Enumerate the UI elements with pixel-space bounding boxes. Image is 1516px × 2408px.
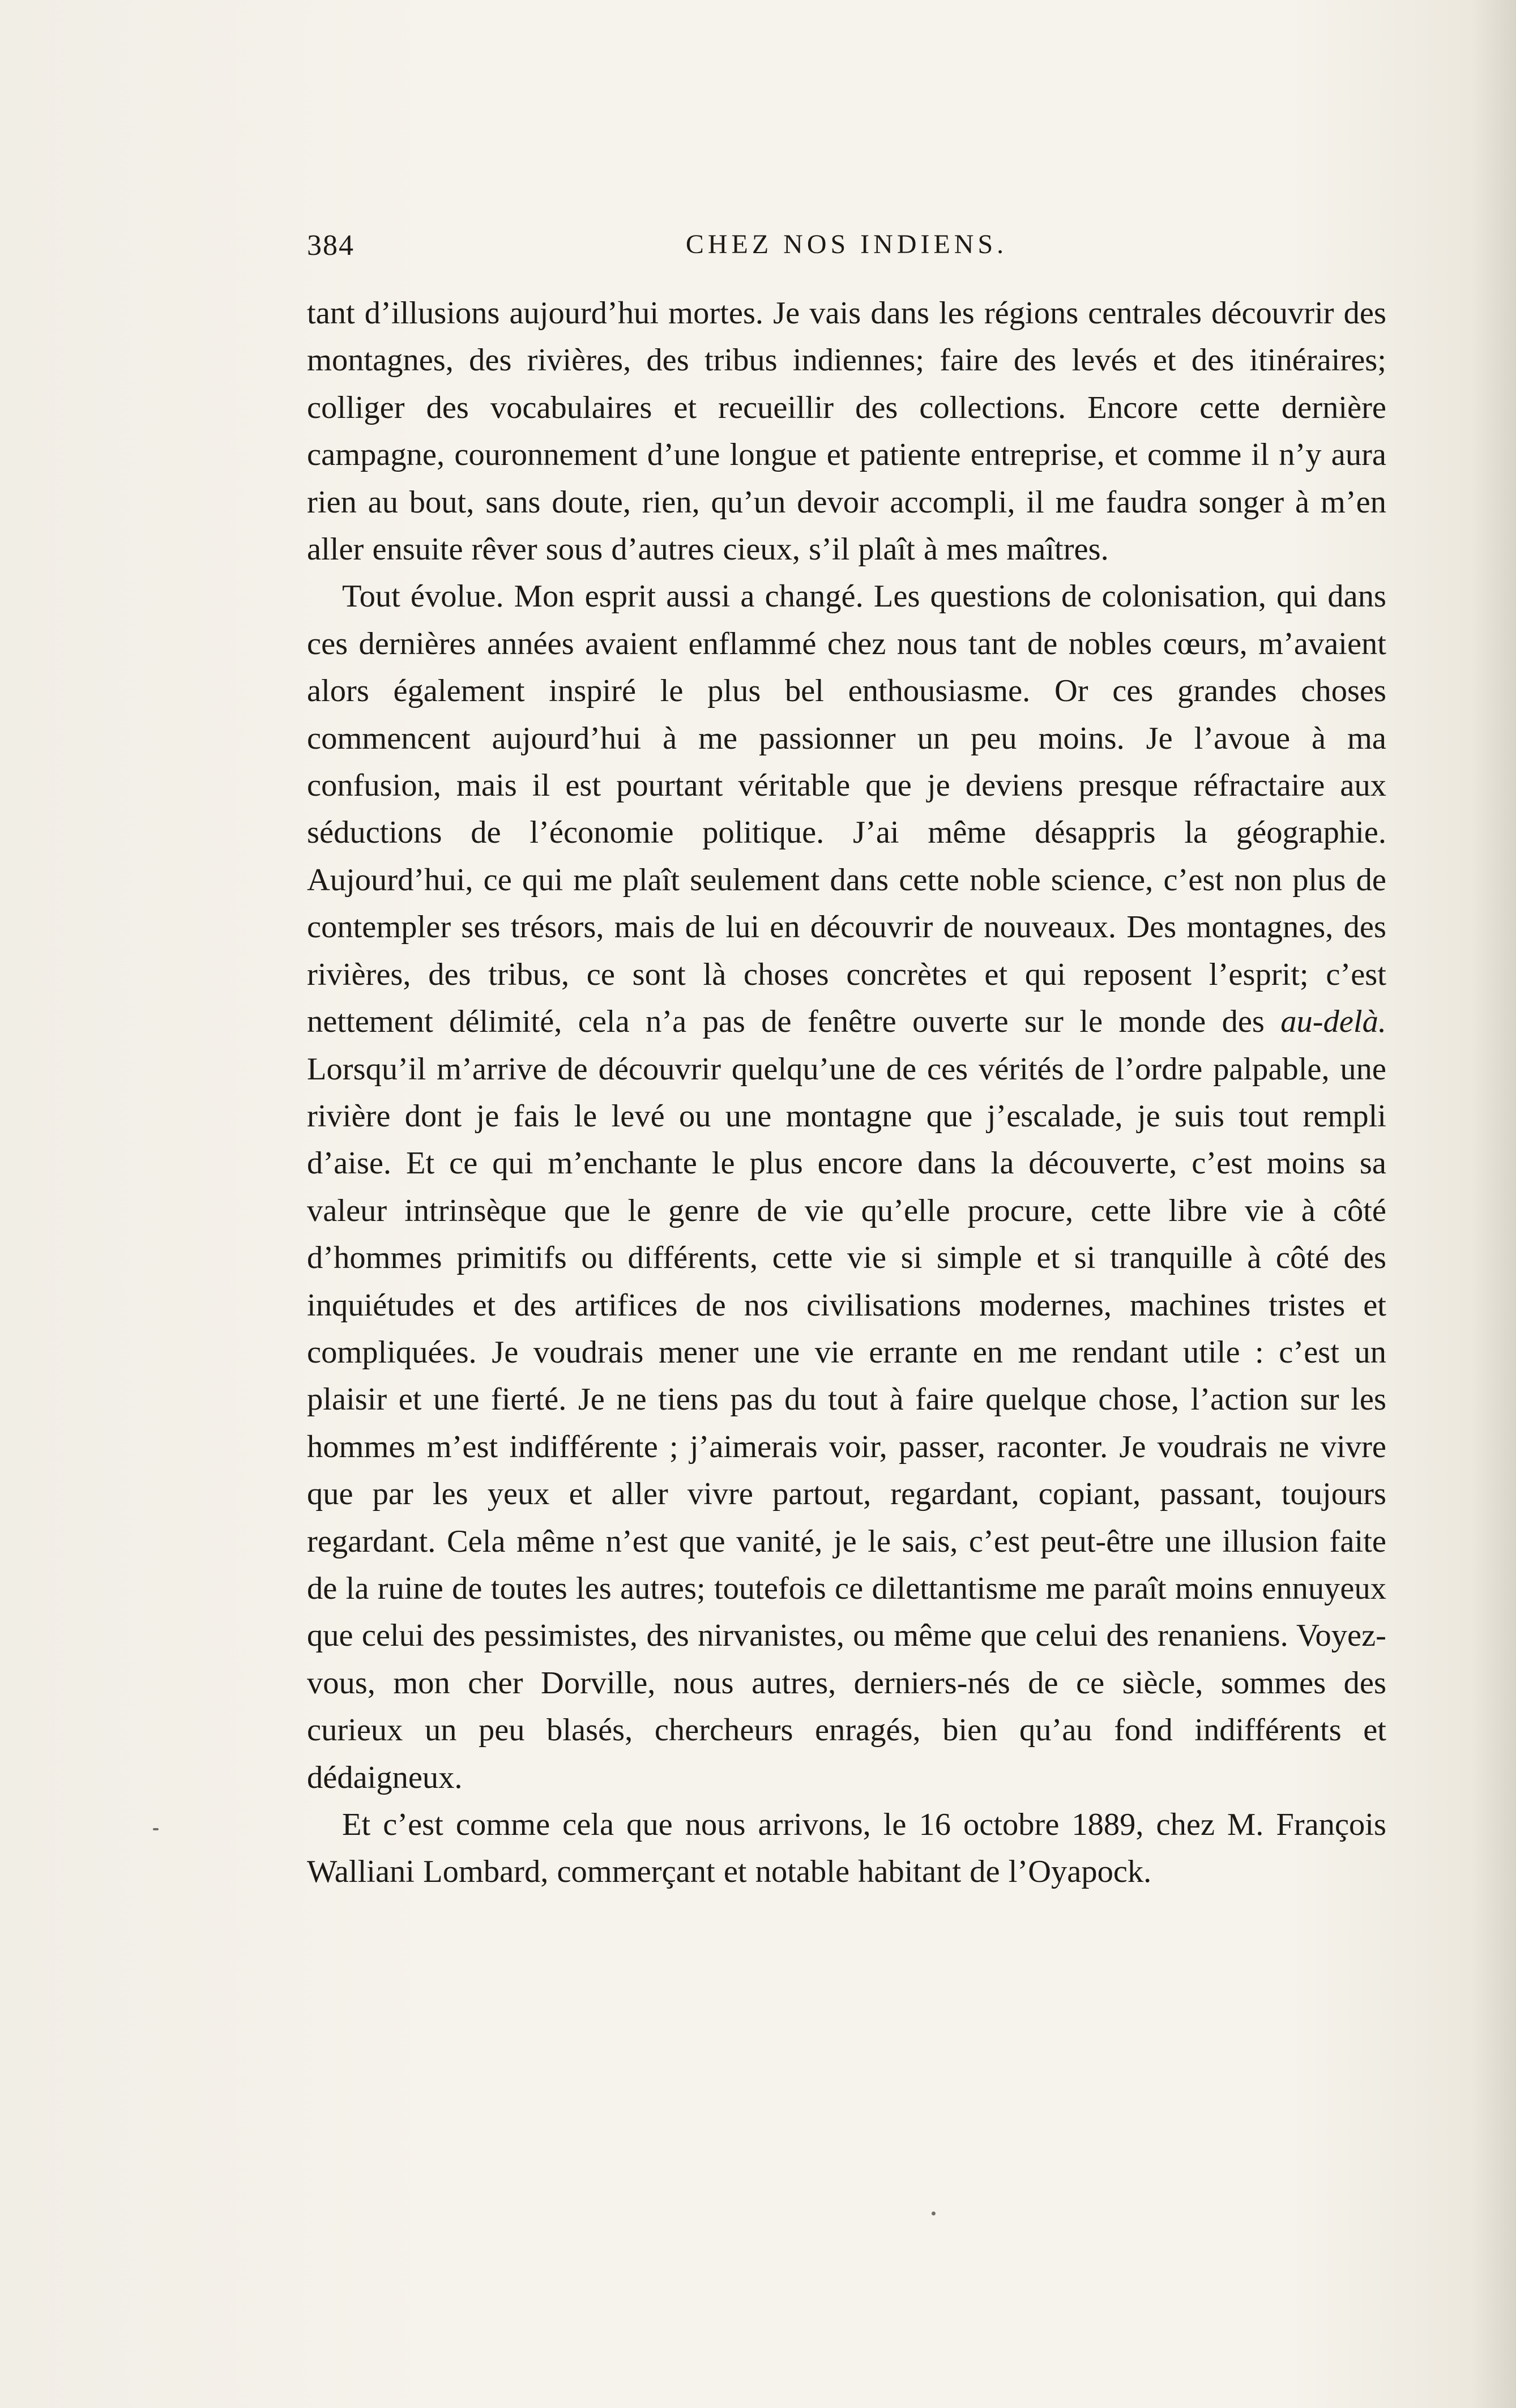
ink-speck (932, 2211, 936, 2215)
running-title: CHEZ NOS INDIENS. (685, 229, 1008, 259)
running-head (307, 229, 1386, 268)
page-number: 384 (307, 229, 355, 262)
paragraph-2-text-start: Tout évolue. Mon esprit aussi a changé. Les questions de colonisation, qui dans ces dernières années avaient enflammé chez nous tant de nobles cœurs, m’avaient alors également inspiré le plus bel enthousiasme. Or ces grandes choses commencent aujourd’hui à me passionner un peu moins. Je l’avoue à ma confusion, mais il est pourtant véritable que je deviens presque réfractaire aux séductions de l’économie politique. J’ai même désappris la géographie. Aujourd’hui, ce qui me plaît seulement dans cette noble science, c’est non plus de contempler ses trésors, mais de lui en découvrir de nouveaux. Des montagnes, des rivières, des tribus, ce sont là choses concrètes et qui reposent l’esprit; c’est nettement délimité, cela n’a pas de fenêtre ouverte sur le monde des (307, 579, 1386, 1040)
ink-speck (153, 1828, 159, 1830)
body-text (307, 290, 1386, 1896)
italic-term: au-delà. (1280, 1004, 1386, 1040)
paragraph-2-text-end: Lorsqu’il m’arrive de découvrir quelqu’une de ces vérités de l’ordre palpable, une rivière dont je fais le levé ou une montagne que j’escalade, je suis tout rempli d’aise. Et ce qui m’enchante le plus encore dans la découverte, c’est moins sa valeur intrinsèque que le genre de vie qu’elle procure, cette libre vie à côté d’hommes primitifs ou différents, cette vie si simple et si tranquille à côté des inquiétudes et des artifices de nos civilisations modernes, machines tristes et compliquées. Je voudrais mener une vie errante en me rendant utile : c’est un plaisir et une fierté. Je ne tiens pas du tout à faire quelque chose, l’action sur les hommes m’est indifférente ; j’aimerais voir, passer, raconter. Je voudrais ne vivre que par les yeux et aller vivre partout, regardant, copiant, passant, toujours regardant. Cela même n’est que vanité, je le sais, c’est peut-être une illusion faite de la ruine de toutes les autres; toutefois ce dilettantisme me paraît moins ennuyeux que celui des pessimistes, des nirvanistes, ou même que celui des renaniens. Voyez-vous, mon cher Dorville, nous autres, derniers-nés de ce siècle, sommes des curieux un peu blasés, chercheurs enragés, bien qu’au fond indifférents et dédaigneux. (307, 1051, 1386, 1795)
paragraph-3: Et c’est comme cela que nous arrivons, le 16 octobre 1889, chez M. François Walliani Lombard, commerçant et notable habitant de l’Oyapock. (307, 1807, 1386, 1890)
paragraph-2 (307, 573, 1386, 1801)
paragraph-1: tant d’illusions aujourd’hui mortes. Je vais dans les régions centrales découvrir des montagnes, des rivières, des tribus indiennes; faire des levés et des itinéraires; colliger des vocabulaires et recueillir des collections. Encore cette dernière campagne, couronnement d’une longue et patiente entreprise, et comme il n’y aura rien au bout, sans doute, rien, qu’un devoir accompli, il me faudra songer à m’en aller ensuite rêver sous d’autres cieux, s’il plaît à mes maîtres. (307, 296, 1386, 567)
